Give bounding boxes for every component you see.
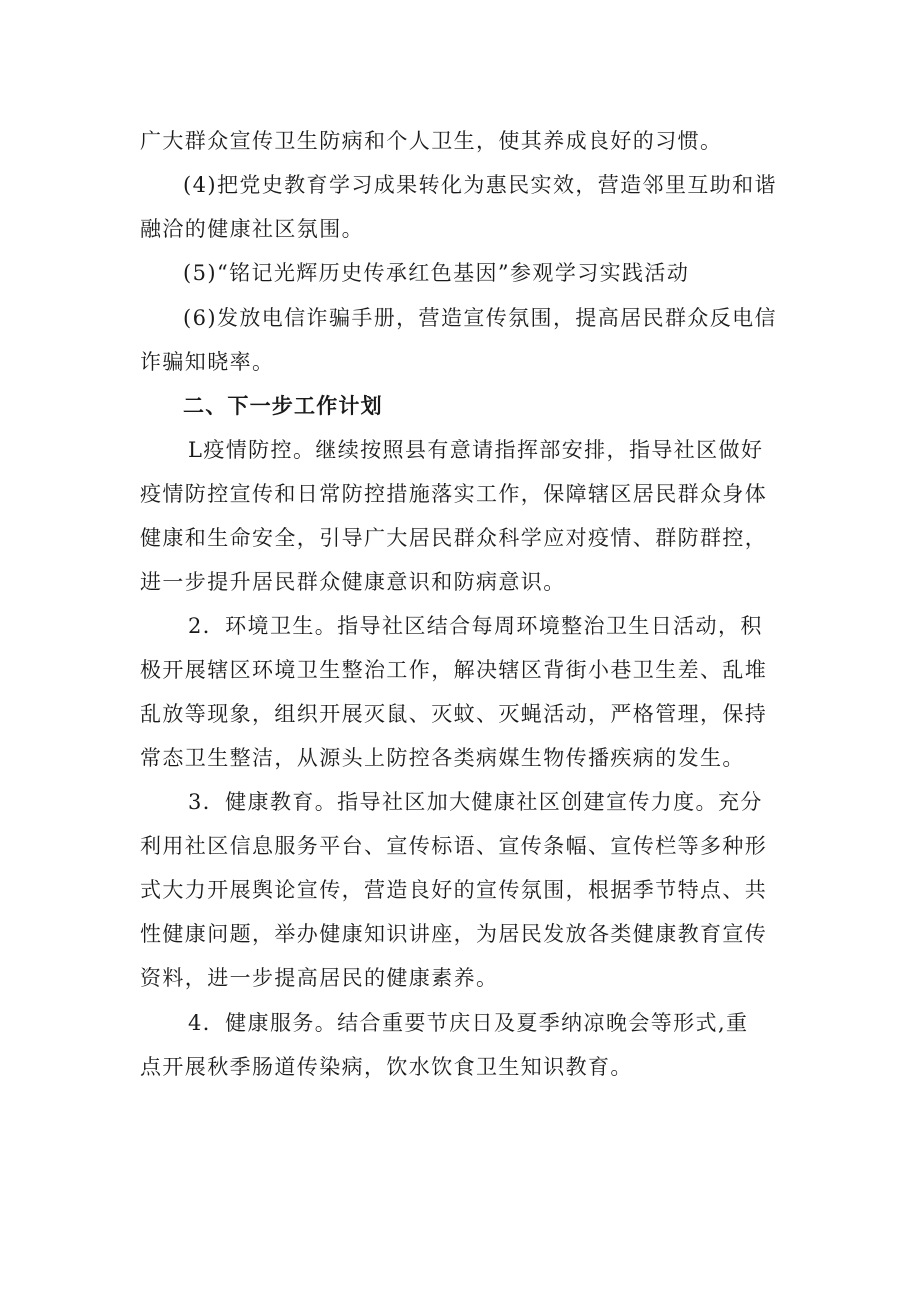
paragraph-line: 利用社区信息服务平台、宣传标语、宣传条幅、宣传栏等多种形 bbox=[140, 834, 768, 858]
list-item-4-line: (4)把党史教育学习成果转化为惠民实效，营造邻里互助和谐 bbox=[183, 173, 777, 197]
plan-item-1-line: L疫情防控。继续按照县有意请指挥部安排，指导社区做好 bbox=[188, 438, 764, 462]
paragraph-line: 疫情防控宣传和日常防控措施落实工作，保障辖区居民群众身体 bbox=[140, 482, 768, 506]
paragraph-line: 健康和生命安全，引导广大居民群众科学应对疫情、群防群控， bbox=[140, 526, 768, 550]
paragraph-line: 广大群众宣传卫生防病和个人卫生，使其养成良好的习惯。 bbox=[140, 129, 723, 153]
paragraph-line: 诈骗知晓率。 bbox=[140, 350, 275, 374]
paragraph-line: 极开展辖区环境卫生整治工作，解决辖区背街小巷卫生差、乱堆 bbox=[140, 658, 768, 682]
paragraph-line: 资料，进一步提高居民的健康素养。 bbox=[140, 966, 499, 990]
paragraph-line: 点开展秋季肠道传染病，饮水饮食卫生知识教育。 bbox=[140, 1055, 633, 1079]
plan-item-3-line: 3．健康教育。指导社区加大健康社区创建宣传力度。充分 bbox=[188, 790, 763, 814]
paragraph-line: 常态卫生整洁，从源头上防控各类病媒生物传播疾病的发生。 bbox=[140, 746, 745, 770]
section-heading: 二、下一步工作计划 bbox=[183, 394, 383, 418]
plan-item-4-line: 4．健康服务。结合重要节庆日及夏季纳凉晚会等形式,重 bbox=[188, 1011, 749, 1035]
list-item-5-line: (5)“铭记光辉历史传承红色基因”参观学习实践活动 bbox=[183, 261, 690, 285]
list-item-6-line: (6)发放电信诈骗手册，营造宣传氛围，提高居民群众反电信 bbox=[183, 306, 777, 330]
paragraph-line: 性健康问题，举办健康知识讲座，为居民发放各类健康教育宣传 bbox=[140, 922, 768, 946]
paragraph-line: 乱放等现象，组织开展灭鼠、灭蚊、灭蝇活动，严格管理，保持 bbox=[140, 702, 768, 726]
plan-item-2-line: 2．环境卫生。指导社区结合每周环境整治卫生日活动，积 bbox=[188, 614, 763, 638]
paragraph-line: 融洽的健康社区氛围。 bbox=[140, 217, 364, 241]
paragraph-line: 进一步提升居民群众健康意识和防病意识。 bbox=[140, 570, 566, 594]
paragraph-line: 式大力开展舆论宣传，营造良好的宣传氛围，根据季节特点、共 bbox=[140, 878, 768, 902]
